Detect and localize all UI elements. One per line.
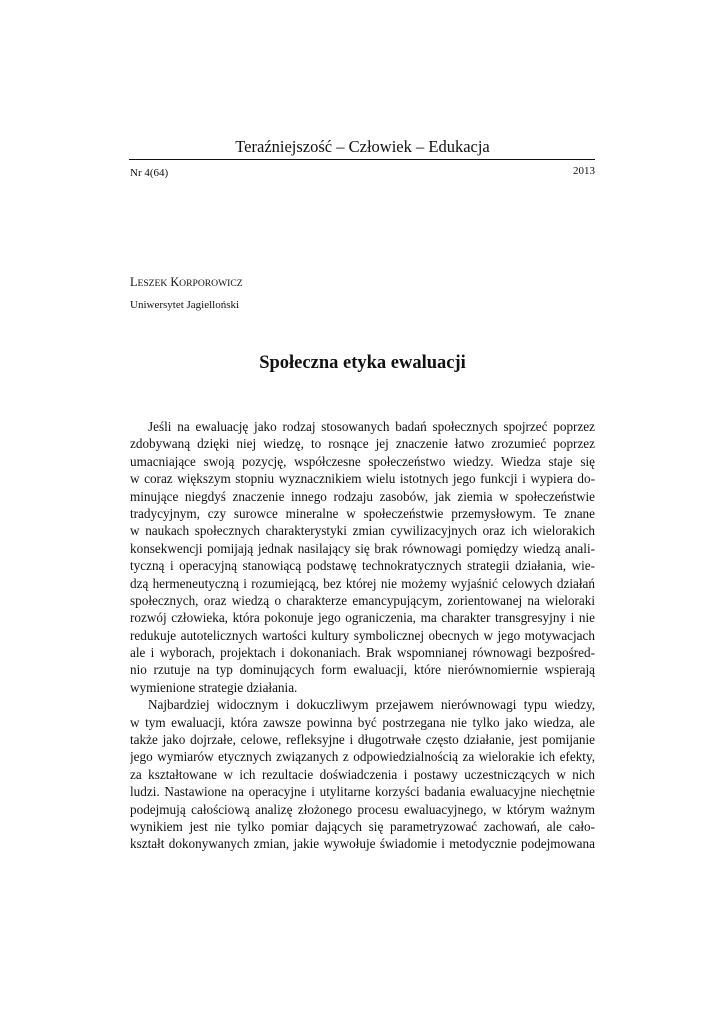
body-line: Najbardziej widocznym i dokuczliwym przejawem nierównowagi typu wiedzy, xyxy=(148,697,595,713)
body-line: nio rzutuje na typ dominujących form ewaluacji, które nierównomiernie wspierają xyxy=(130,662,595,678)
body-line: za kształtowane w ich rezultacie doświadczenia i postawy uczestniczących w nich xyxy=(130,766,595,782)
author-last-initial: K xyxy=(170,275,180,289)
body-line: w tym ewaluacji, która zawsze powinna być postrzegana nie tylko jako wiedza, ale xyxy=(130,714,595,730)
body-line: jego wymiarów etycznych związanych z odpowiedzialnością za wielorakie ich efekty, xyxy=(130,749,595,765)
article-body xyxy=(130,418,595,853)
body-line: dzą hermeneutyczną i rozumiejącą, bez której nie możemy wyjaśnić celowych działań xyxy=(130,575,595,591)
body-line: tyczną i operacyjną stanowiącą podstawę technokratycznych strategii działania, wie- xyxy=(130,558,595,574)
body-line: ale i wyborach, projektach i dokonaniach. Brak wspomnianej równowagi bezpośred- xyxy=(130,645,595,661)
body-line: redukuje autotelicznych wartości kultury symbolicznej obecnych w jego motywacjach xyxy=(130,627,595,643)
body-line: zdobywaną dzięki niej wiedzę, to rosnące jej znaczenie łatwo zrozumieć poprzez xyxy=(130,436,595,452)
issue-year: 2013 xyxy=(573,165,595,177)
author-last-rest: ORPOROWICZ xyxy=(179,278,243,289)
author-first-rest: ESZEK xyxy=(137,278,168,289)
author-first-initial: L xyxy=(130,275,138,289)
body-line: tradycyjnym, czy surowce mineralne w społeczeństwie przemysłowym. Te znane xyxy=(130,505,595,521)
journal-title: Teraźniejszość – Człowiek – Edukacja xyxy=(235,137,490,156)
body-line: podejmują całościową analizę złożonego procesu ewaluacyjnego, w którym ważnym xyxy=(130,801,595,817)
body-line: wymienione strategie działania. xyxy=(130,679,298,695)
body-line: społecznych, oraz wiedzą o charakterze emancypującym, zorientowanej na wieloraki xyxy=(130,592,595,608)
header-rule xyxy=(129,159,595,160)
body-line: umacniające swoją pozycję, współczesne społeczeństwo wiedzy. Wiedza staje się xyxy=(130,453,595,469)
body-line: konsekwencji pomijają jednak nasilający się brak równowagi pomiędzy wiedzą anali- xyxy=(130,540,595,556)
article-title: Społeczna etyka ewaluacji xyxy=(259,353,466,373)
body-line: w naukach społecznych charakterystyki zmian cywilizacyjnych oraz ich wielorakich xyxy=(130,523,595,539)
body-line: ludzi. Nastawione na operacyjne i utylitarne korzyści badania ewaluacyjne niechętnie xyxy=(130,784,595,800)
body-line: minujące niegdyś znaczenie innego rodzaju zasobów, jak ziemia w społeczeństwie xyxy=(130,488,595,504)
body-line: także jako dojrzałe, celowe, refleksyjne i długotrwałe często działanie, jest pomijanie xyxy=(130,732,595,748)
author-name xyxy=(130,274,243,292)
author-affiliation: Uniwersytet Jagielloński xyxy=(130,299,240,311)
body-line: wynikiem jest nie tylko pomiar dających się parametryzować zachowań, ale cało- xyxy=(130,818,595,834)
body-line: w coraz większym stopniu wyznacznikiem wielu istotnych jego funkcji i wypiera do- xyxy=(130,471,595,487)
body-line: Jeśli na ewaluację jako rodzaj stosowanych badań społecznych spojrzeć poprzez xyxy=(148,419,595,434)
issue-number: Nr 4(64) xyxy=(130,167,169,179)
body-line: kształt dokonywanych zmian, jakie wywołuje świadomie i metodycznie podejmowana xyxy=(130,836,595,852)
body-line: rozwój człowieka, która pokonuje jego ograniczenia, ma charakter transgresyjny i nie xyxy=(130,610,595,626)
